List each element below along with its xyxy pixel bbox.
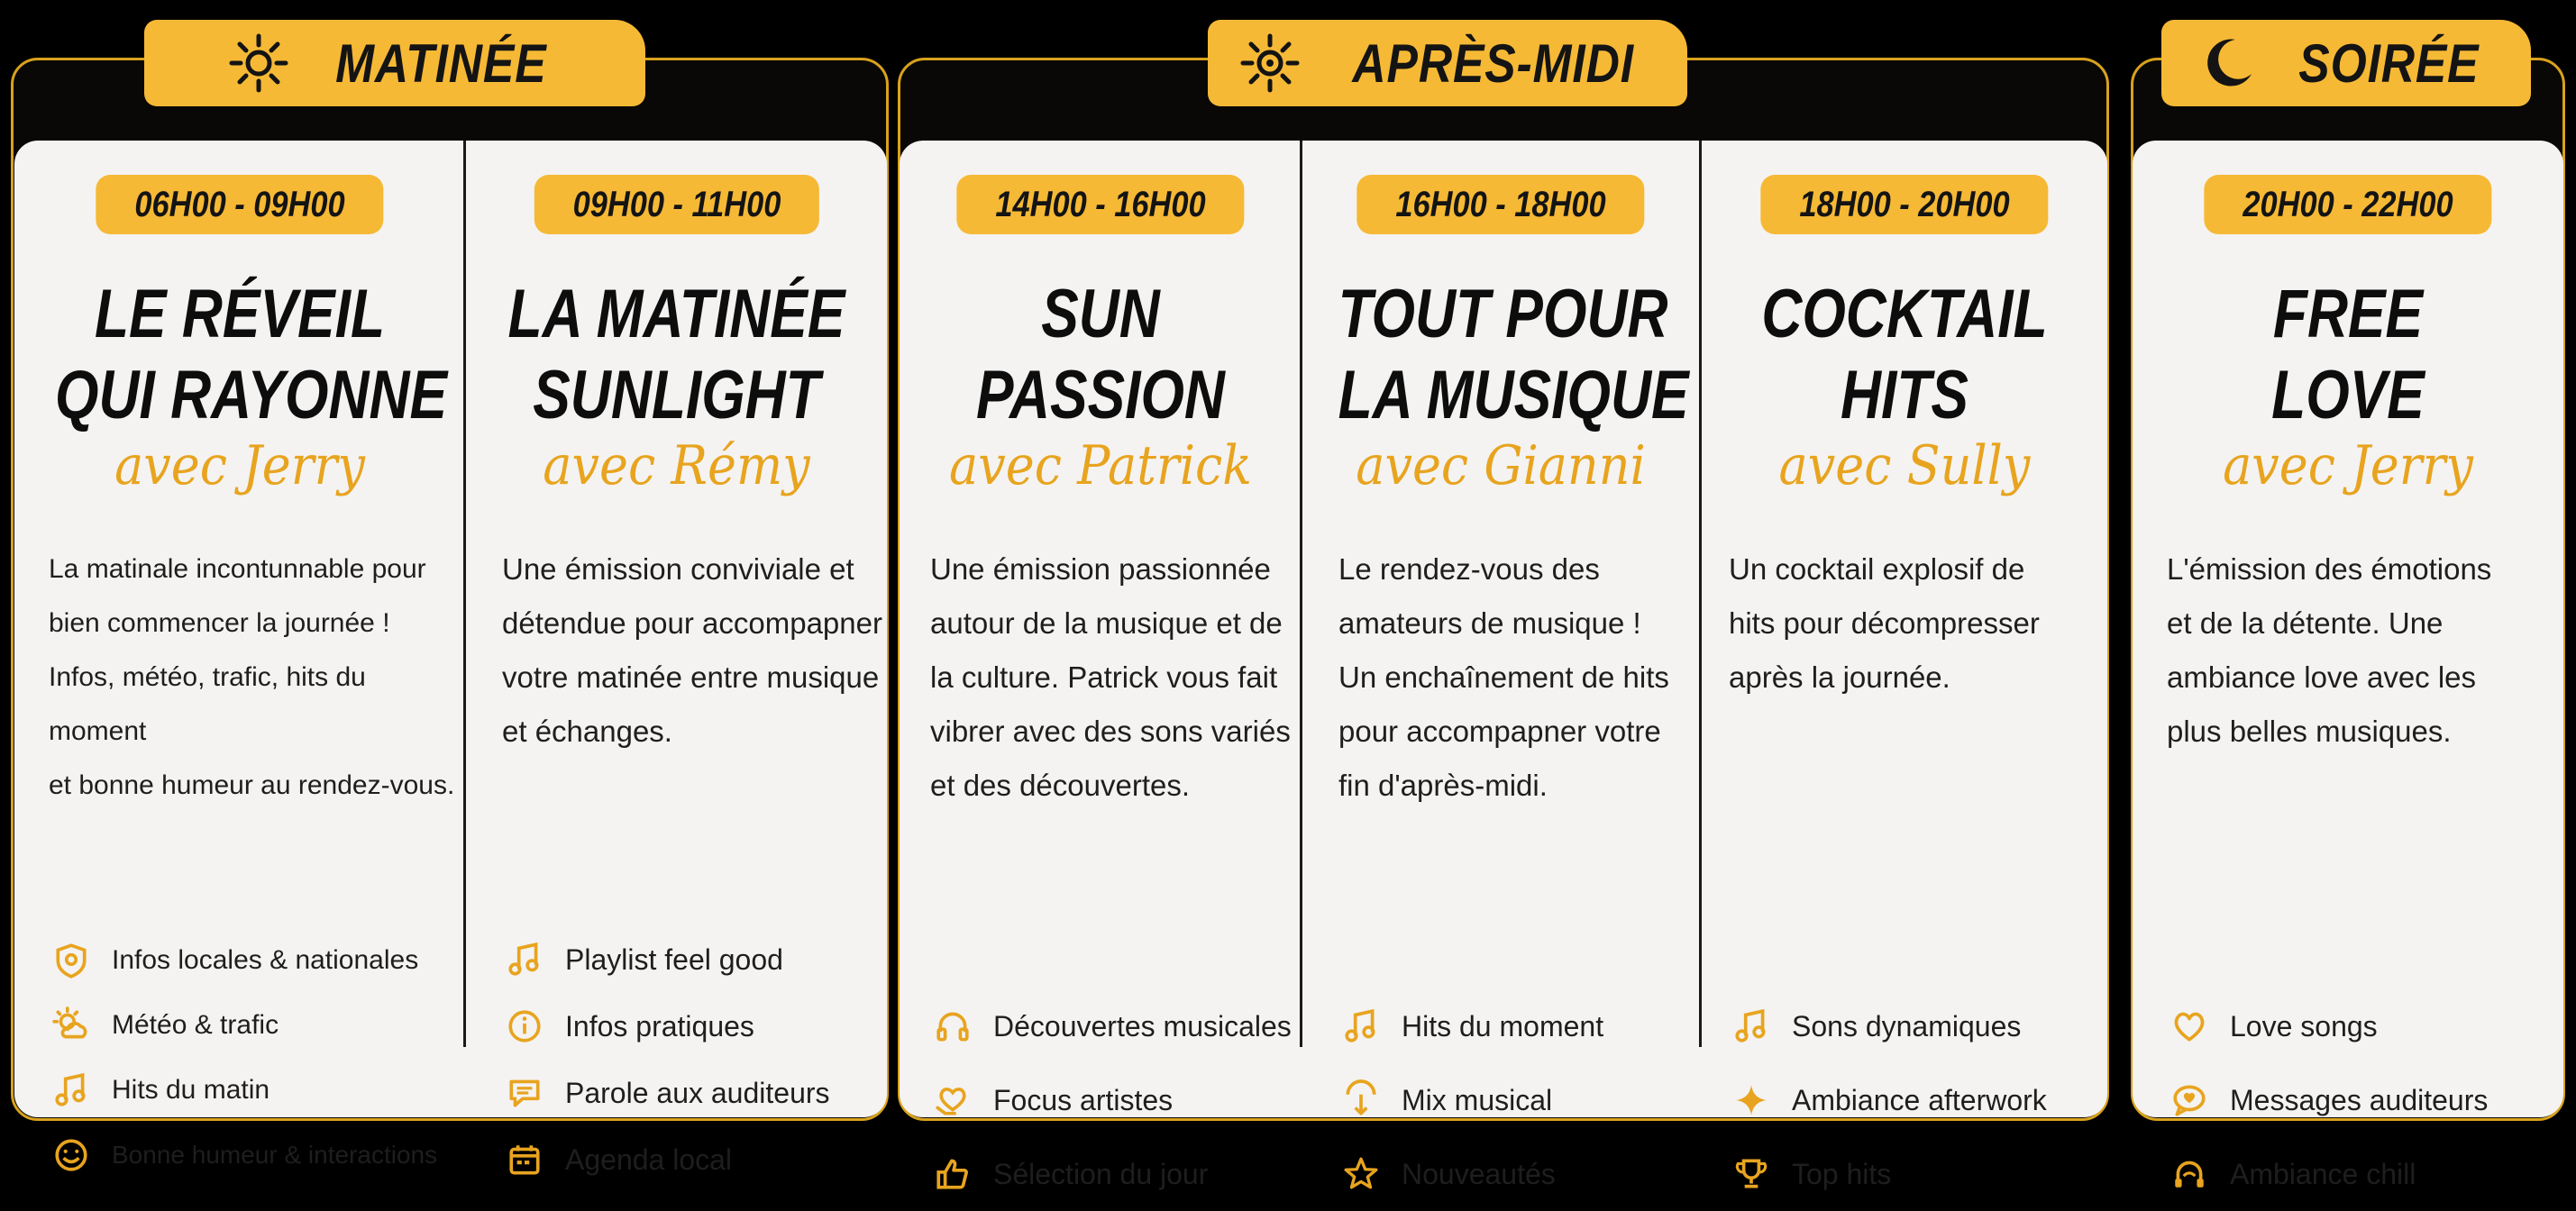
feature-item — [502, 993, 830, 1060]
show-description: Une émission passionnée autour de la musique et de la culture. Patrick vous fait vibrer avec des sons variés et des découvertes. — [930, 552, 1291, 802]
show-title-line: LOVE — [2271, 357, 2425, 433]
feature-item — [49, 1123, 437, 1188]
feature-label: Bonne humeur & interactions — [112, 1141, 438, 1169]
feature-label: Ambiance afterwork — [1792, 1083, 2047, 1116]
feature-item — [1729, 989, 2047, 1063]
group-tab-matinee — [144, 20, 645, 106]
show-card — [1302, 141, 1699, 1190]
feature-label: Infos pratiques — [565, 1009, 754, 1043]
feature-label: Mix musical — [1402, 1083, 1553, 1116]
feature-item — [1338, 1137, 1603, 1211]
feature-label: Ambiance chill — [2230, 1157, 2416, 1190]
show-host: avec Sully — [1778, 434, 2031, 497]
feature-item — [930, 989, 1292, 1063]
show-title-line: LA MATINÉE — [507, 276, 845, 352]
feature-label: Nouveautés — [1402, 1157, 1556, 1190]
show-host: avec Jerry — [114, 434, 365, 497]
feature-item — [1338, 1063, 1603, 1137]
show-description: Un cocktail explosif de hits pour décompresser après la journée. — [1729, 552, 2040, 694]
show-title — [2133, 274, 2563, 436]
show-description: L'émission des émotions et de la détente. Une ambiance love avec les plus belles musiques. — [2167, 552, 2492, 748]
feature-label: Hits du matin — [112, 1075, 270, 1105]
feature-label: Focus artistes — [993, 1083, 1174, 1116]
show-description: Une émission conviviale et détendue pour accompapner votre matinée entre musique et échanges. — [502, 552, 882, 748]
time-badge — [1357, 175, 1644, 234]
time-slot: 18H00 - 20H00 — [1799, 184, 2010, 224]
feature-label: Agenda local — [565, 1143, 733, 1176]
feature-item — [49, 993, 437, 1058]
sparkle-icon — [1729, 1078, 1774, 1123]
panel-apres-midi — [900, 141, 2107, 1190]
smile-icon — [49, 1133, 94, 1178]
music-note-icon — [1729, 1004, 1774, 1049]
panel-matinee — [14, 141, 887, 1176]
show-host: avec Patrick — [949, 434, 1252, 497]
feature-label: Météo & trafic — [112, 1010, 279, 1040]
message-icon — [2167, 1078, 2212, 1123]
time-slot: 16H00 - 18H00 — [1395, 184, 1606, 224]
show-title-line: HITS — [1841, 357, 1969, 433]
show-title-line: FREE — [2272, 276, 2424, 352]
show-title — [1702, 274, 2107, 436]
feature-label: Infos locales & nationales — [112, 945, 419, 975]
sun-icon — [226, 31, 291, 96]
feature-list — [2167, 989, 2488, 1211]
feature-item — [930, 1063, 1292, 1137]
feature-item — [49, 928, 437, 993]
feature-item — [1729, 1137, 2047, 1211]
show-title-line: SUNLIGHT — [533, 357, 820, 433]
group-tab-soiree — [2161, 20, 2531, 106]
heart-hand-icon — [930, 1078, 975, 1123]
feature-item — [502, 1126, 830, 1193]
music-note-icon — [502, 937, 547, 982]
show-title-line: PASSION — [976, 357, 1225, 433]
feature-item — [2167, 1063, 2488, 1137]
group-title-soiree: SOIRÉE — [2297, 32, 2480, 94]
group-tab-apres-midi — [1208, 20, 1687, 106]
show-title-line: LE RÉVEIL — [94, 276, 386, 352]
calendar-icon — [502, 1137, 547, 1182]
show-host: avec Gianni — [1356, 434, 1646, 497]
feature-item — [2167, 989, 2488, 1063]
feature-label: Top hits — [1792, 1157, 1892, 1190]
show-card — [466, 141, 887, 1176]
show-title — [14, 274, 465, 436]
show-card — [2133, 141, 2563, 1190]
time-slot: 14H00 - 16H00 — [995, 184, 1206, 224]
show-title — [900, 274, 1302, 436]
feature-label: Hits du moment — [1402, 1009, 1604, 1043]
feature-list — [49, 928, 437, 1188]
music-note-icon — [49, 1068, 94, 1113]
feature-label: Messages auditeurs — [2230, 1083, 2489, 1116]
feature-label: Parole aux auditeurs — [565, 1076, 830, 1109]
time-badge — [534, 175, 818, 234]
thumbs-up-icon — [930, 1152, 975, 1197]
feature-label: Love songs — [2230, 1009, 2378, 1043]
feature-item — [502, 926, 830, 993]
headphones-icon — [930, 1004, 975, 1049]
feature-label: Sélection du jour — [993, 1157, 1209, 1190]
shield-icon — [49, 938, 94, 983]
time-slot: 06H00 - 09H00 — [134, 184, 345, 224]
feature-list — [1729, 989, 2047, 1211]
feature-item — [2167, 1137, 2488, 1211]
show-card — [900, 141, 1302, 1190]
feature-list — [1338, 989, 1603, 1211]
sun-icon — [1238, 31, 1302, 96]
time-badge — [2204, 175, 2491, 234]
show-title-line: LA MUSIQUE — [1338, 357, 1689, 433]
feature-item — [930, 1137, 1292, 1211]
feature-list — [502, 926, 830, 1193]
time-badge — [956, 175, 1244, 234]
time-badge — [1760, 175, 2048, 234]
heart-icon — [2167, 1004, 2212, 1049]
group-title-matinee: MATINÉE — [334, 32, 547, 94]
feature-item — [1729, 1063, 2047, 1137]
feature-item — [49, 1058, 437, 1123]
group-title-apres-midi: APRÈS-MIDI — [1352, 32, 1635, 94]
show-description: La matinale incontunnable pour bien commencer la journée ! Infos, météo, trafic, hits du moment et bonne humeur au rendez-vous. — [49, 554, 455, 800]
time-slot: 09H00 - 11H00 — [572, 184, 781, 224]
moon-icon — [2199, 34, 2257, 92]
show-host: avec Rémy — [543, 434, 810, 497]
mix-icon — [1338, 1078, 1384, 1123]
show-title — [466, 274, 887, 436]
show-card — [14, 141, 465, 1169]
show-host: avec Jerry — [2223, 434, 2473, 497]
feature-label: Playlist feel good — [565, 942, 783, 976]
time-badge — [96, 175, 383, 234]
star-icon — [1338, 1152, 1384, 1197]
feature-item — [1338, 989, 1603, 1063]
info-icon — [502, 1004, 547, 1049]
chill-icon — [2167, 1152, 2212, 1197]
show-description: Le rendez-vous des amateurs de musique ! Un enchaînement de hits pour accompapner votre fin d'après-midi. — [1338, 552, 1669, 802]
weather-icon — [49, 1003, 94, 1048]
time-slot: 20H00 - 22H00 — [2243, 184, 2453, 224]
show-title-line: COCKTAIL — [1761, 276, 2048, 352]
show-card — [1702, 141, 2107, 1190]
show-title-line: TOUT POUR — [1338, 276, 1668, 352]
show-title — [1302, 274, 1699, 436]
music-note-icon — [1338, 1004, 1384, 1049]
feature-label: Découvertes musicales — [993, 1009, 1292, 1043]
show-title-line: QUI RAYONNE — [55, 357, 448, 433]
feature-item — [502, 1060, 830, 1126]
show-title-line: SUN — [1041, 276, 1160, 352]
panel-soiree — [2133, 141, 2563, 1190]
trophy-icon — [1729, 1152, 1774, 1197]
feature-list — [930, 989, 1292, 1211]
feature-label: Sons dynamiques — [1792, 1009, 2022, 1043]
chat-icon — [502, 1070, 547, 1115]
